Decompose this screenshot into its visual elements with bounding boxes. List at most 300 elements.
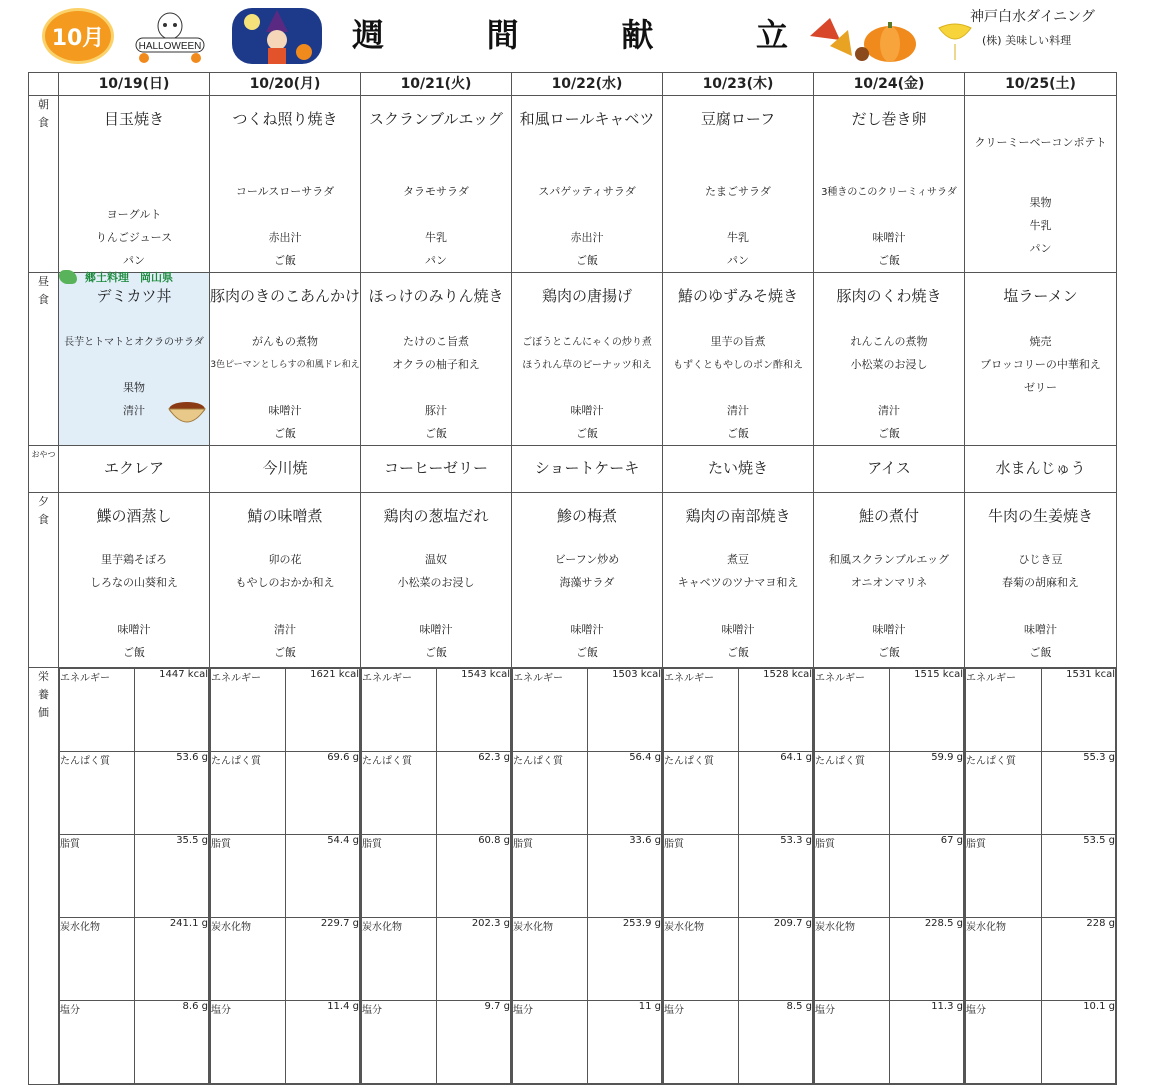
nutrient-label: エネルギー xyxy=(966,669,1042,752)
nutrition-cell xyxy=(59,668,210,1085)
nutrient-unit: g xyxy=(654,1001,661,1012)
breakfast-side: りんごジュース xyxy=(95,231,173,244)
nutrition-cell xyxy=(361,668,512,1085)
breakfast-cell xyxy=(361,96,512,273)
nutrient-label: エネルギー xyxy=(513,669,588,752)
dinner-side: ご飯 xyxy=(878,646,900,659)
nutrient-value xyxy=(437,1001,511,1084)
nutrient-unit: kcal xyxy=(791,669,812,680)
breakfast-side: スパゲッティサラダ xyxy=(538,185,636,198)
breakfast-label-text: 朝 食 xyxy=(38,98,49,129)
dinner-main: 牛肉の生姜焼き xyxy=(987,507,1093,525)
dinner-cell xyxy=(210,493,361,668)
breakfast-side: ヨーグルト xyxy=(106,208,162,221)
lunch-side: もずくともやしのポン酢和え xyxy=(673,360,803,371)
breakfast-side: 果物 xyxy=(1029,196,1052,209)
page-header xyxy=(0,0,1160,70)
nutrient-value xyxy=(286,669,360,752)
nutrient-value xyxy=(890,918,964,1001)
nutrient-unit: g xyxy=(201,752,208,763)
nutrient-amount: 67 xyxy=(940,835,954,846)
nutrient-unit: g xyxy=(503,918,510,929)
nutrient-unit: g xyxy=(805,1001,812,1012)
nutrition-row xyxy=(29,668,1117,1085)
nutrition-row-salt xyxy=(815,1001,964,1084)
breakfast-side: 赤出汁 xyxy=(268,231,302,244)
snack-cell: ショートケーキ xyxy=(512,446,663,493)
dinner-side: 和風スクランブルエッグ xyxy=(828,553,950,566)
dinner-side: 清汁 xyxy=(274,623,296,636)
nutrition-row-fat xyxy=(513,835,662,918)
nutrition-row-fat xyxy=(664,835,813,918)
dinner-main: 鰈の酒蒸し xyxy=(96,507,172,525)
lunch-main: 鶏肉の唐揚げ xyxy=(541,287,632,305)
dinner-side: 温奴 xyxy=(425,553,447,566)
nutrient-amount: 53.6 xyxy=(176,752,199,763)
dinner-side: ご飯 xyxy=(576,646,598,659)
nutrient-amount: 228.5 xyxy=(924,918,954,929)
nutrient-amount: 209.7 xyxy=(773,918,803,929)
nutrient-value xyxy=(588,835,662,918)
dinner-side: キャベツのツナマヨ和え xyxy=(677,576,799,589)
lunch-main: 塩ラーメン xyxy=(1003,287,1078,305)
nutrition-row-salt xyxy=(362,1001,511,1084)
nutrition-table xyxy=(512,668,662,1084)
nutrient-value xyxy=(739,835,813,918)
local-dish-label: 郷土料理 岡山県 xyxy=(85,271,173,284)
breakfast-side: パン xyxy=(1029,242,1052,255)
lunch-side: ご飯 xyxy=(576,427,598,440)
dinner-main: 鶏肉の南部焼き xyxy=(685,507,791,525)
breakfast-row xyxy=(29,96,1117,273)
lunch-side: 清汁 xyxy=(727,404,749,417)
breakfast-cell xyxy=(512,96,663,273)
dinner-side: ご飯 xyxy=(425,646,447,659)
dinner-row xyxy=(29,493,1117,668)
lunch-side: 味噌汁 xyxy=(570,404,604,417)
breakfast-main: だし巻き卵 xyxy=(851,110,927,128)
date-header-row xyxy=(29,73,1117,96)
nutrient-amount: 33.6 xyxy=(629,835,652,846)
nutrition-row-carb xyxy=(664,918,813,1001)
dinner-side: 春菊の胡麻和え xyxy=(1002,576,1079,589)
ginkgo-leaf-icon xyxy=(935,20,975,62)
dinner-cell xyxy=(965,493,1117,668)
dinner-main: 鮭の煮付 xyxy=(858,507,919,525)
nutrient-unit: g xyxy=(805,835,812,846)
nutrient-value xyxy=(135,835,209,918)
lunch-main: デミカツ丼 xyxy=(96,287,172,305)
date-header: 10/20(月) xyxy=(210,73,361,96)
nutrient-label: 脂質 xyxy=(513,835,588,918)
nutrient-label: 塩分 xyxy=(60,1001,135,1084)
nutrient-value xyxy=(437,752,511,835)
nutrient-unit: g xyxy=(352,752,359,763)
nutrient-value xyxy=(890,669,964,752)
nutrient-amount: 8.6 xyxy=(182,1001,199,1012)
lunch-side: ご飯 xyxy=(878,427,900,440)
nutrient-amount: 53.3 xyxy=(780,835,803,846)
snack-cell: アイス xyxy=(814,446,965,493)
nutrient-value xyxy=(588,669,662,752)
nutrient-value xyxy=(890,752,964,835)
weekly-menu-table xyxy=(28,72,1117,1085)
snack-cell: 今川焼 xyxy=(210,446,361,493)
dinner-side: 味噌汁 xyxy=(1024,623,1057,636)
nutrient-label: 炭水化物 xyxy=(815,918,890,1001)
nutrition-row-salt xyxy=(664,1001,813,1084)
nutrient-label: 塩分 xyxy=(362,1001,437,1084)
breakfast-side: 赤出汁 xyxy=(570,231,604,244)
nutrient-value xyxy=(890,835,964,918)
lunch-cell xyxy=(965,273,1117,446)
nutrient-unit: g xyxy=(956,918,963,929)
nutrition-row-carb xyxy=(815,918,964,1001)
nutrient-label: エネルギー xyxy=(60,669,135,752)
dinner-cell xyxy=(663,493,814,668)
dinner-main: 鯵の梅煮 xyxy=(556,507,617,525)
breakfast-side: ご飯 xyxy=(274,254,296,267)
nutrition-row-salt xyxy=(211,1001,360,1084)
breakfast-side: たまごサラダ xyxy=(705,185,771,198)
nutrient-unit: g xyxy=(1108,1001,1115,1012)
nutrient-unit: g xyxy=(352,1001,359,1012)
nutrient-value xyxy=(588,1001,662,1084)
lunch-label xyxy=(29,273,59,446)
demi-katsu-bowl-icon xyxy=(167,399,207,431)
nutrient-amount: 62.3 xyxy=(478,752,501,763)
lunch-side: たけのこ旨煮 xyxy=(403,335,469,348)
nutrition-row-protein xyxy=(664,752,813,835)
breakfast-label xyxy=(29,96,59,273)
lunch-row xyxy=(29,273,1117,446)
nutrition-cell xyxy=(814,668,965,1085)
dinner-side: しろなの山葵和え xyxy=(90,576,178,589)
nutrient-unit: g xyxy=(503,1001,510,1012)
nutrient-unit: g xyxy=(503,752,510,763)
lunch-side: がんもの煮物 xyxy=(252,335,318,348)
breakfast-main: クリーミーベーコンポテト xyxy=(974,136,1107,149)
nutrient-amount: 1531 xyxy=(1066,669,1092,680)
lunch-side: 焼売 xyxy=(1029,335,1052,348)
nutrition-row-salt xyxy=(966,1001,1116,1084)
nutrient-unit: g xyxy=(1108,835,1115,846)
nutrient-label: 脂質 xyxy=(211,835,286,918)
nutrition-cell xyxy=(210,668,361,1085)
nutrition-row-energy xyxy=(966,669,1116,752)
nutrient-value xyxy=(1041,1001,1115,1084)
breakfast-cell xyxy=(210,96,361,273)
nutrient-amount: 64.1 xyxy=(780,752,803,763)
nutrient-amount: 1503 xyxy=(612,669,638,680)
date-header: 10/22(水) xyxy=(512,73,663,96)
breakfast-side: パン xyxy=(425,254,447,267)
nutrient-label: エネルギー xyxy=(211,669,286,752)
lunch-side: ごぼうとこんにゃくの炒り煮 xyxy=(522,337,652,348)
nutrient-unit: g xyxy=(201,1001,208,1012)
nutrition-row-energy xyxy=(513,669,662,752)
nutrition-row-protein xyxy=(815,752,964,835)
dinner-label xyxy=(29,493,59,668)
nutrition-cell xyxy=(512,668,663,1085)
lunch-cell xyxy=(814,273,965,446)
dinner-side: 味噌汁 xyxy=(117,623,151,636)
dinner-side: 味噌汁 xyxy=(872,623,906,636)
nutrition-row-salt xyxy=(513,1001,662,1084)
nutrition-row-carb xyxy=(362,918,511,1001)
page-title xyxy=(352,10,788,56)
nutrient-label: 炭水化物 xyxy=(513,918,588,1001)
nutrient-value xyxy=(437,835,511,918)
snack-cell: たい焼き xyxy=(663,446,814,493)
lunch-cell xyxy=(59,273,210,446)
nutrient-unit: g xyxy=(805,752,812,763)
dinner-side: ご飯 xyxy=(123,646,145,659)
nutrient-unit: g xyxy=(1108,752,1115,763)
lunch-side: 小松菜のお浸し xyxy=(850,358,928,371)
title-char: 間 xyxy=(486,16,519,54)
nutrient-amount: 69.6 xyxy=(327,752,350,763)
breakfast-cell xyxy=(663,96,814,273)
breakfast-side: 味噌汁 xyxy=(872,231,906,244)
snack-label: おやつ xyxy=(29,446,59,493)
lunch-cell xyxy=(361,273,512,446)
dinner-side: ご飯 xyxy=(727,646,749,659)
company-name: 神戸白水ダイニング xyxy=(970,9,1095,25)
autumn-pumpkin-icon xyxy=(800,6,920,66)
nutrient-label: エネルギー xyxy=(815,669,890,752)
breakfast-side: ご飯 xyxy=(576,254,598,267)
snack-cell: エクレア xyxy=(59,446,210,493)
nutrient-value xyxy=(135,1001,209,1084)
breakfast-side: タラモサラダ xyxy=(403,185,469,198)
lunch-side: ご飯 xyxy=(727,427,749,440)
breakfast-side: コールスローサラダ xyxy=(235,185,335,198)
date-header: 10/23(木) xyxy=(663,73,814,96)
nutrient-label: 脂質 xyxy=(966,835,1042,918)
lunch-side: 清汁 xyxy=(123,404,145,417)
nutrition-table xyxy=(814,668,964,1084)
nutrient-amount: 56.4 xyxy=(629,752,652,763)
nutrition-row-protein xyxy=(362,752,511,835)
dinner-label-text: 夕 食 xyxy=(38,495,49,526)
date-header: 10/19(日) xyxy=(59,73,210,96)
month-badge: 10月 xyxy=(42,8,114,64)
lunch-side: 里芋の旨煮 xyxy=(710,335,766,348)
nutrition-row-carb xyxy=(60,918,209,1001)
date-header: 10/25(土) xyxy=(965,73,1117,96)
nutrient-value xyxy=(588,918,662,1001)
nutrient-value xyxy=(588,752,662,835)
halloween-text: HALLOWEEN xyxy=(138,41,202,52)
nutrient-amount: 11.3 xyxy=(931,1001,954,1012)
nutrition-table xyxy=(965,668,1116,1084)
lunch-side: 長芋とトマトとオクラのサラダ xyxy=(64,337,204,348)
nutrient-amount: 59.9 xyxy=(931,752,954,763)
nutrient-label: 脂質 xyxy=(815,835,890,918)
breakfast-main: 豆腐ローフ xyxy=(700,110,776,128)
lunch-main: 鰆のゆずみそ焼き xyxy=(677,287,798,305)
local-dish-tag xyxy=(59,269,173,285)
dinner-side: オニオンマリネ xyxy=(850,576,928,589)
date-header: 10/21(火) xyxy=(361,73,512,96)
snack-cell: コーヒーゼリー xyxy=(361,446,512,493)
lunch-side: ご飯 xyxy=(274,427,296,440)
lunch-side: 豚汁 xyxy=(425,404,447,417)
dinner-side: 煮豆 xyxy=(727,553,749,566)
nutrient-label: 炭水化物 xyxy=(362,918,437,1001)
dinner-side: 味噌汁 xyxy=(721,623,755,636)
lunch-cell xyxy=(210,273,361,446)
nutrient-unit: kcal xyxy=(640,669,661,680)
nutrient-value xyxy=(1041,752,1115,835)
nutrient-amount: 10.1 xyxy=(1083,1001,1106,1012)
nutrient-label: 塩分 xyxy=(211,1001,286,1084)
nutrient-label: 炭水化物 xyxy=(966,918,1042,1001)
company-sub: (株) 美味しい料理 xyxy=(982,34,1072,47)
nutrient-amount: 253.9 xyxy=(622,918,652,929)
nutrient-value xyxy=(135,752,209,835)
nutrient-unit: g xyxy=(956,835,963,846)
lunch-side: 果物 xyxy=(123,381,145,394)
nutrient-amount: 1528 xyxy=(763,669,789,680)
lunch-side: 3色ピーマンとしらすの和風ドレ和え xyxy=(210,360,360,370)
nutrient-label: たんぱく質 xyxy=(966,752,1042,835)
breakfast-cell xyxy=(965,96,1117,273)
nutrient-label: 塩分 xyxy=(664,1001,739,1084)
nutrient-amount: 53.5 xyxy=(1083,835,1106,846)
nutrient-label: たんぱく質 xyxy=(815,752,890,835)
lunch-side: ほうれん草のピーナッツ和え xyxy=(522,360,652,371)
dinner-side: 里芋鶏そぼろ xyxy=(101,553,167,566)
nutrient-value xyxy=(135,669,209,752)
nutrition-row-carb xyxy=(966,918,1116,1001)
nutrient-value xyxy=(437,918,511,1001)
nutrition-table xyxy=(210,668,360,1084)
breakfast-side: 牛乳 xyxy=(727,231,749,244)
lunch-cell xyxy=(512,273,663,446)
dinner-cell xyxy=(512,493,663,668)
nutrient-amount: 1515 xyxy=(914,669,940,680)
lunch-main: 豚肉のくわ焼き xyxy=(836,287,942,305)
okayama-map-icon xyxy=(59,270,77,284)
nutrition-row-fat xyxy=(362,835,511,918)
nutrient-amount: 11.4 xyxy=(327,1001,350,1012)
nutrient-unit: g xyxy=(956,1001,963,1012)
nutrient-label: 塩分 xyxy=(966,1001,1042,1084)
witch-girl-icon xyxy=(232,8,322,64)
nutrient-value xyxy=(286,1001,360,1084)
nutrition-table xyxy=(663,668,813,1084)
nutrient-unit: g xyxy=(654,752,661,763)
nutrient-amount: 55.3 xyxy=(1083,752,1106,763)
nutrition-row-salt xyxy=(60,1001,209,1084)
breakfast-main: つくね照り焼き xyxy=(232,110,338,128)
nutrition-row-energy xyxy=(664,669,813,752)
dinner-side: ビーフン炒め xyxy=(554,553,620,566)
lunch-side: オクラの柚子和え xyxy=(392,358,480,371)
nutrient-value xyxy=(890,1001,964,1084)
nutrient-label: エネルギー xyxy=(362,669,437,752)
breakfast-cell xyxy=(59,96,210,273)
corner-cell xyxy=(29,73,59,96)
nutrient-amount: 229.7 xyxy=(320,918,350,929)
nutrition-row-fat xyxy=(211,835,360,918)
nutrient-amount: 241.1 xyxy=(169,918,199,929)
nutrition-row-fat xyxy=(966,835,1116,918)
dinner-side: ご飯 xyxy=(274,646,296,659)
nutrient-label: 脂質 xyxy=(664,835,739,918)
nutrition-row-energy xyxy=(362,669,511,752)
nutrient-value xyxy=(1041,835,1115,918)
dinner-side: 味噌汁 xyxy=(419,623,453,636)
nutrition-row-carb xyxy=(513,918,662,1001)
nutrient-value xyxy=(437,669,511,752)
nutrient-amount: 1447 xyxy=(159,669,185,680)
nutrient-unit: g xyxy=(201,918,208,929)
nutrient-value xyxy=(286,918,360,1001)
nutrient-amount: 11 xyxy=(638,1001,652,1012)
nutrient-unit: kcal xyxy=(1094,669,1115,680)
nutrient-label: 塩分 xyxy=(815,1001,890,1084)
snack-cell: 水まんじゅう xyxy=(965,446,1117,493)
title-char: 立 xyxy=(755,16,788,54)
breakfast-side: パン xyxy=(727,254,749,267)
dinner-side: もやしのおかか和え xyxy=(235,576,335,589)
halloween-ghost-icon xyxy=(130,8,210,64)
breakfast-main: 目玉焼き xyxy=(103,110,164,128)
nutrient-unit: g xyxy=(201,835,208,846)
nutrient-amount: 202.3 xyxy=(471,918,501,929)
lunch-cell xyxy=(663,273,814,446)
nutrient-value xyxy=(286,835,360,918)
breakfast-side: 3種きのこのクリーミィサラダ xyxy=(821,187,957,198)
lunch-main: ほっけのみりん焼き xyxy=(368,287,504,305)
nutrition-table xyxy=(361,668,511,1084)
nutrient-label: たんぱく質 xyxy=(211,752,286,835)
nutrient-value xyxy=(739,918,813,1001)
nutrition-row-energy xyxy=(211,669,360,752)
nutrient-unit: g xyxy=(956,752,963,763)
nutrient-unit: kcal xyxy=(187,669,208,680)
nutrient-label: 炭水化物 xyxy=(60,918,135,1001)
nutrient-label: 炭水化物 xyxy=(211,918,286,1001)
company-block xyxy=(970,6,1140,48)
breakfast-main: スクランブルエッグ xyxy=(368,110,504,128)
lunch-side: ゼリー xyxy=(1024,381,1057,394)
nutrient-amount: 35.5 xyxy=(176,835,199,846)
nutrition-row-protein xyxy=(60,752,209,835)
breakfast-side: 牛乳 xyxy=(1029,219,1052,232)
nutrient-unit: g xyxy=(654,835,661,846)
dinner-side: ご飯 xyxy=(1029,646,1052,659)
nutrient-unit: g xyxy=(1108,918,1115,929)
dinner-side: 味噌汁 xyxy=(570,623,604,636)
date-header: 10/24(金) xyxy=(814,73,965,96)
nutrient-value xyxy=(1041,669,1115,752)
breakfast-main: 和風ロールキャベツ xyxy=(519,110,655,128)
nutrient-label: たんぱく質 xyxy=(513,752,588,835)
nutrient-label: 脂質 xyxy=(362,835,437,918)
nutrition-row-protein xyxy=(211,752,360,835)
nutrient-amount: 1543 xyxy=(461,669,487,680)
dinner-side: 卯の花 xyxy=(268,553,302,566)
nutrient-amount: 8.5 xyxy=(786,1001,803,1012)
title-char: 週 xyxy=(352,16,385,54)
nutrient-amount: 1621 xyxy=(310,669,336,680)
nutrient-unit: kcal xyxy=(942,669,963,680)
nutrient-amount: 9.7 xyxy=(484,1001,501,1012)
